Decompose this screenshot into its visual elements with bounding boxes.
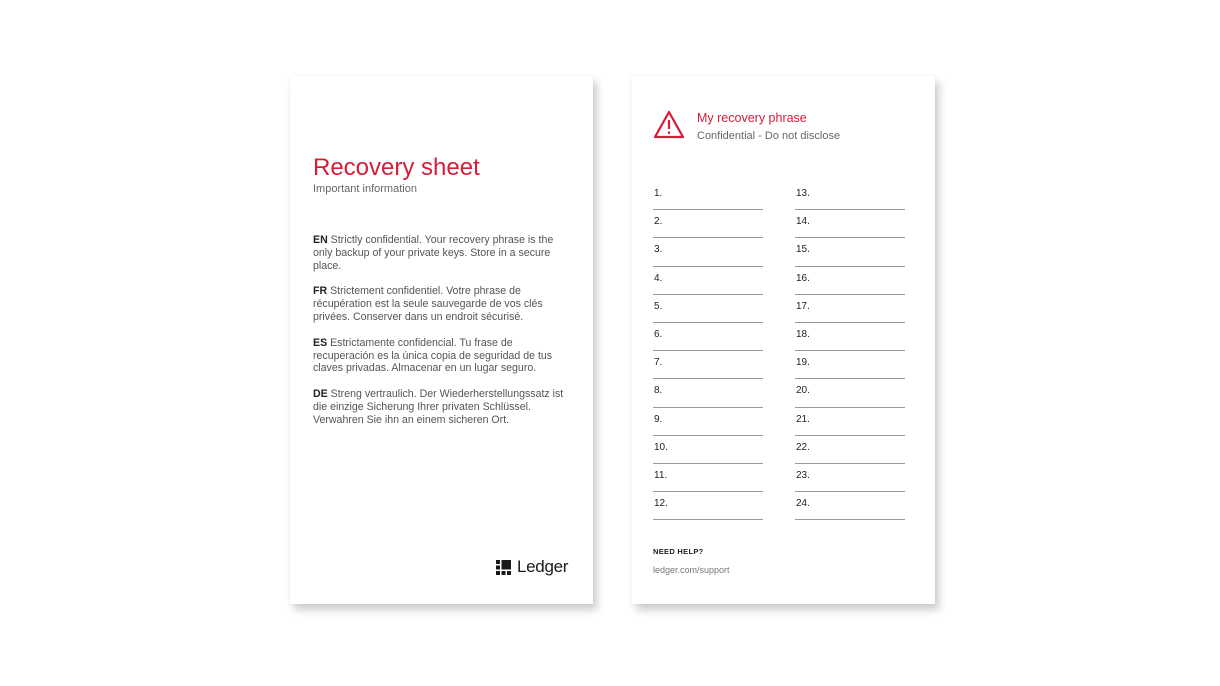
word-line[interactable] bbox=[795, 182, 905, 210]
word-line[interactable] bbox=[653, 210, 763, 238]
word-line[interactable] bbox=[795, 464, 905, 492]
word-line[interactable] bbox=[795, 295, 905, 323]
word-line[interactable] bbox=[653, 323, 763, 351]
word-line[interactable] bbox=[653, 238, 763, 266]
phrase-title: My recovery phrase bbox=[697, 111, 807, 125]
word-number: 21. bbox=[796, 413, 810, 425]
word-number: 10. bbox=[654, 441, 668, 453]
word-number: 18. bbox=[796, 328, 810, 340]
word-number: 14. bbox=[796, 216, 810, 228]
support-link[interactable]: ledger.com/support bbox=[653, 565, 730, 575]
word-line[interactable] bbox=[653, 295, 763, 323]
word-number: 15. bbox=[796, 244, 810, 256]
ledger-logo-icon bbox=[496, 560, 511, 575]
sheet-title: Recovery sheet bbox=[313, 154, 480, 181]
word-column-left bbox=[653, 182, 763, 520]
notice-es bbox=[313, 337, 575, 375]
word-line[interactable] bbox=[795, 351, 905, 379]
recovery-phrase-page bbox=[632, 76, 935, 604]
word-number: 7. bbox=[654, 357, 663, 369]
word-line[interactable] bbox=[795, 323, 905, 351]
word-number: 9. bbox=[654, 413, 663, 425]
word-line[interactable] bbox=[653, 492, 763, 520]
help-label: NEED HELP? bbox=[653, 547, 704, 556]
word-column-right bbox=[795, 182, 905, 520]
word-number: 16. bbox=[796, 272, 810, 284]
sheet-subtitle: Important information bbox=[313, 183, 417, 195]
word-number: 20. bbox=[796, 385, 810, 397]
word-number: 6. bbox=[654, 328, 663, 340]
word-number: 5. bbox=[654, 300, 663, 312]
brand-logo bbox=[496, 557, 568, 577]
word-line[interactable] bbox=[653, 379, 763, 407]
word-line[interactable] bbox=[653, 267, 763, 295]
notice-de bbox=[313, 388, 575, 426]
notice-fr bbox=[313, 285, 575, 323]
word-line[interactable] bbox=[795, 379, 905, 407]
word-number: 13. bbox=[796, 188, 810, 199]
lang-code: DE bbox=[313, 388, 328, 401]
word-number: 24. bbox=[796, 498, 810, 510]
lang-code: ES bbox=[313, 336, 328, 349]
word-number: 17. bbox=[796, 300, 810, 312]
language-notices bbox=[313, 234, 575, 440]
word-number: 23. bbox=[796, 469, 810, 481]
notice-en bbox=[313, 234, 575, 272]
word-line[interactable] bbox=[653, 436, 763, 464]
word-line[interactable] bbox=[653, 182, 763, 210]
notice-text: Estrictamente confidencial. Tu frase de recuperación es la única copia de seguridad de tus claves privadas. Almacenar en un lugar seguro. bbox=[313, 336, 553, 375]
word-number: 8. bbox=[654, 385, 663, 397]
word-number: 2. bbox=[654, 216, 663, 228]
word-number: 3. bbox=[654, 244, 663, 256]
word-line[interactable] bbox=[795, 492, 905, 520]
word-line[interactable] bbox=[795, 267, 905, 295]
word-number: 1. bbox=[654, 188, 663, 199]
word-line[interactable] bbox=[795, 408, 905, 436]
warning-triangle-icon bbox=[653, 110, 685, 140]
notice-text: Strictly confidential. Your recovery phrase is the only backup of your private keys. Store in a secure place. bbox=[313, 234, 554, 272]
word-line[interactable] bbox=[653, 408, 763, 436]
word-line[interactable] bbox=[795, 238, 905, 266]
notice-text: Strictement confidentiel. Votre phrase de récupération est la seule sauvegarde de vos clés privées. Conserver dans un endroit sécurisé. bbox=[313, 285, 543, 323]
notice-text: Streng vertraulich. Der Wiederherstellungssatz ist die einzige Sicherung Ihrer privaten Schlüssel. Verwahren Sie ihn an einem sicheren Ort. bbox=[313, 388, 564, 426]
word-number: 12. bbox=[654, 498, 668, 510]
word-number: 19. bbox=[796, 357, 810, 369]
word-number: 4. bbox=[654, 272, 663, 284]
phrase-subtitle: Confidential - Do not disclose bbox=[697, 130, 841, 142]
word-number: 11. bbox=[654, 469, 668, 481]
brand-name: Ledger bbox=[517, 557, 569, 576]
word-number: 22. bbox=[796, 441, 810, 453]
word-line[interactable] bbox=[795, 436, 905, 464]
lang-code: EN bbox=[313, 234, 328, 246]
word-line[interactable] bbox=[653, 351, 763, 379]
word-line[interactable] bbox=[653, 464, 763, 492]
lang-code: FR bbox=[313, 285, 328, 298]
recovery-sheet-info-page bbox=[290, 76, 593, 604]
word-line[interactable] bbox=[795, 210, 905, 238]
